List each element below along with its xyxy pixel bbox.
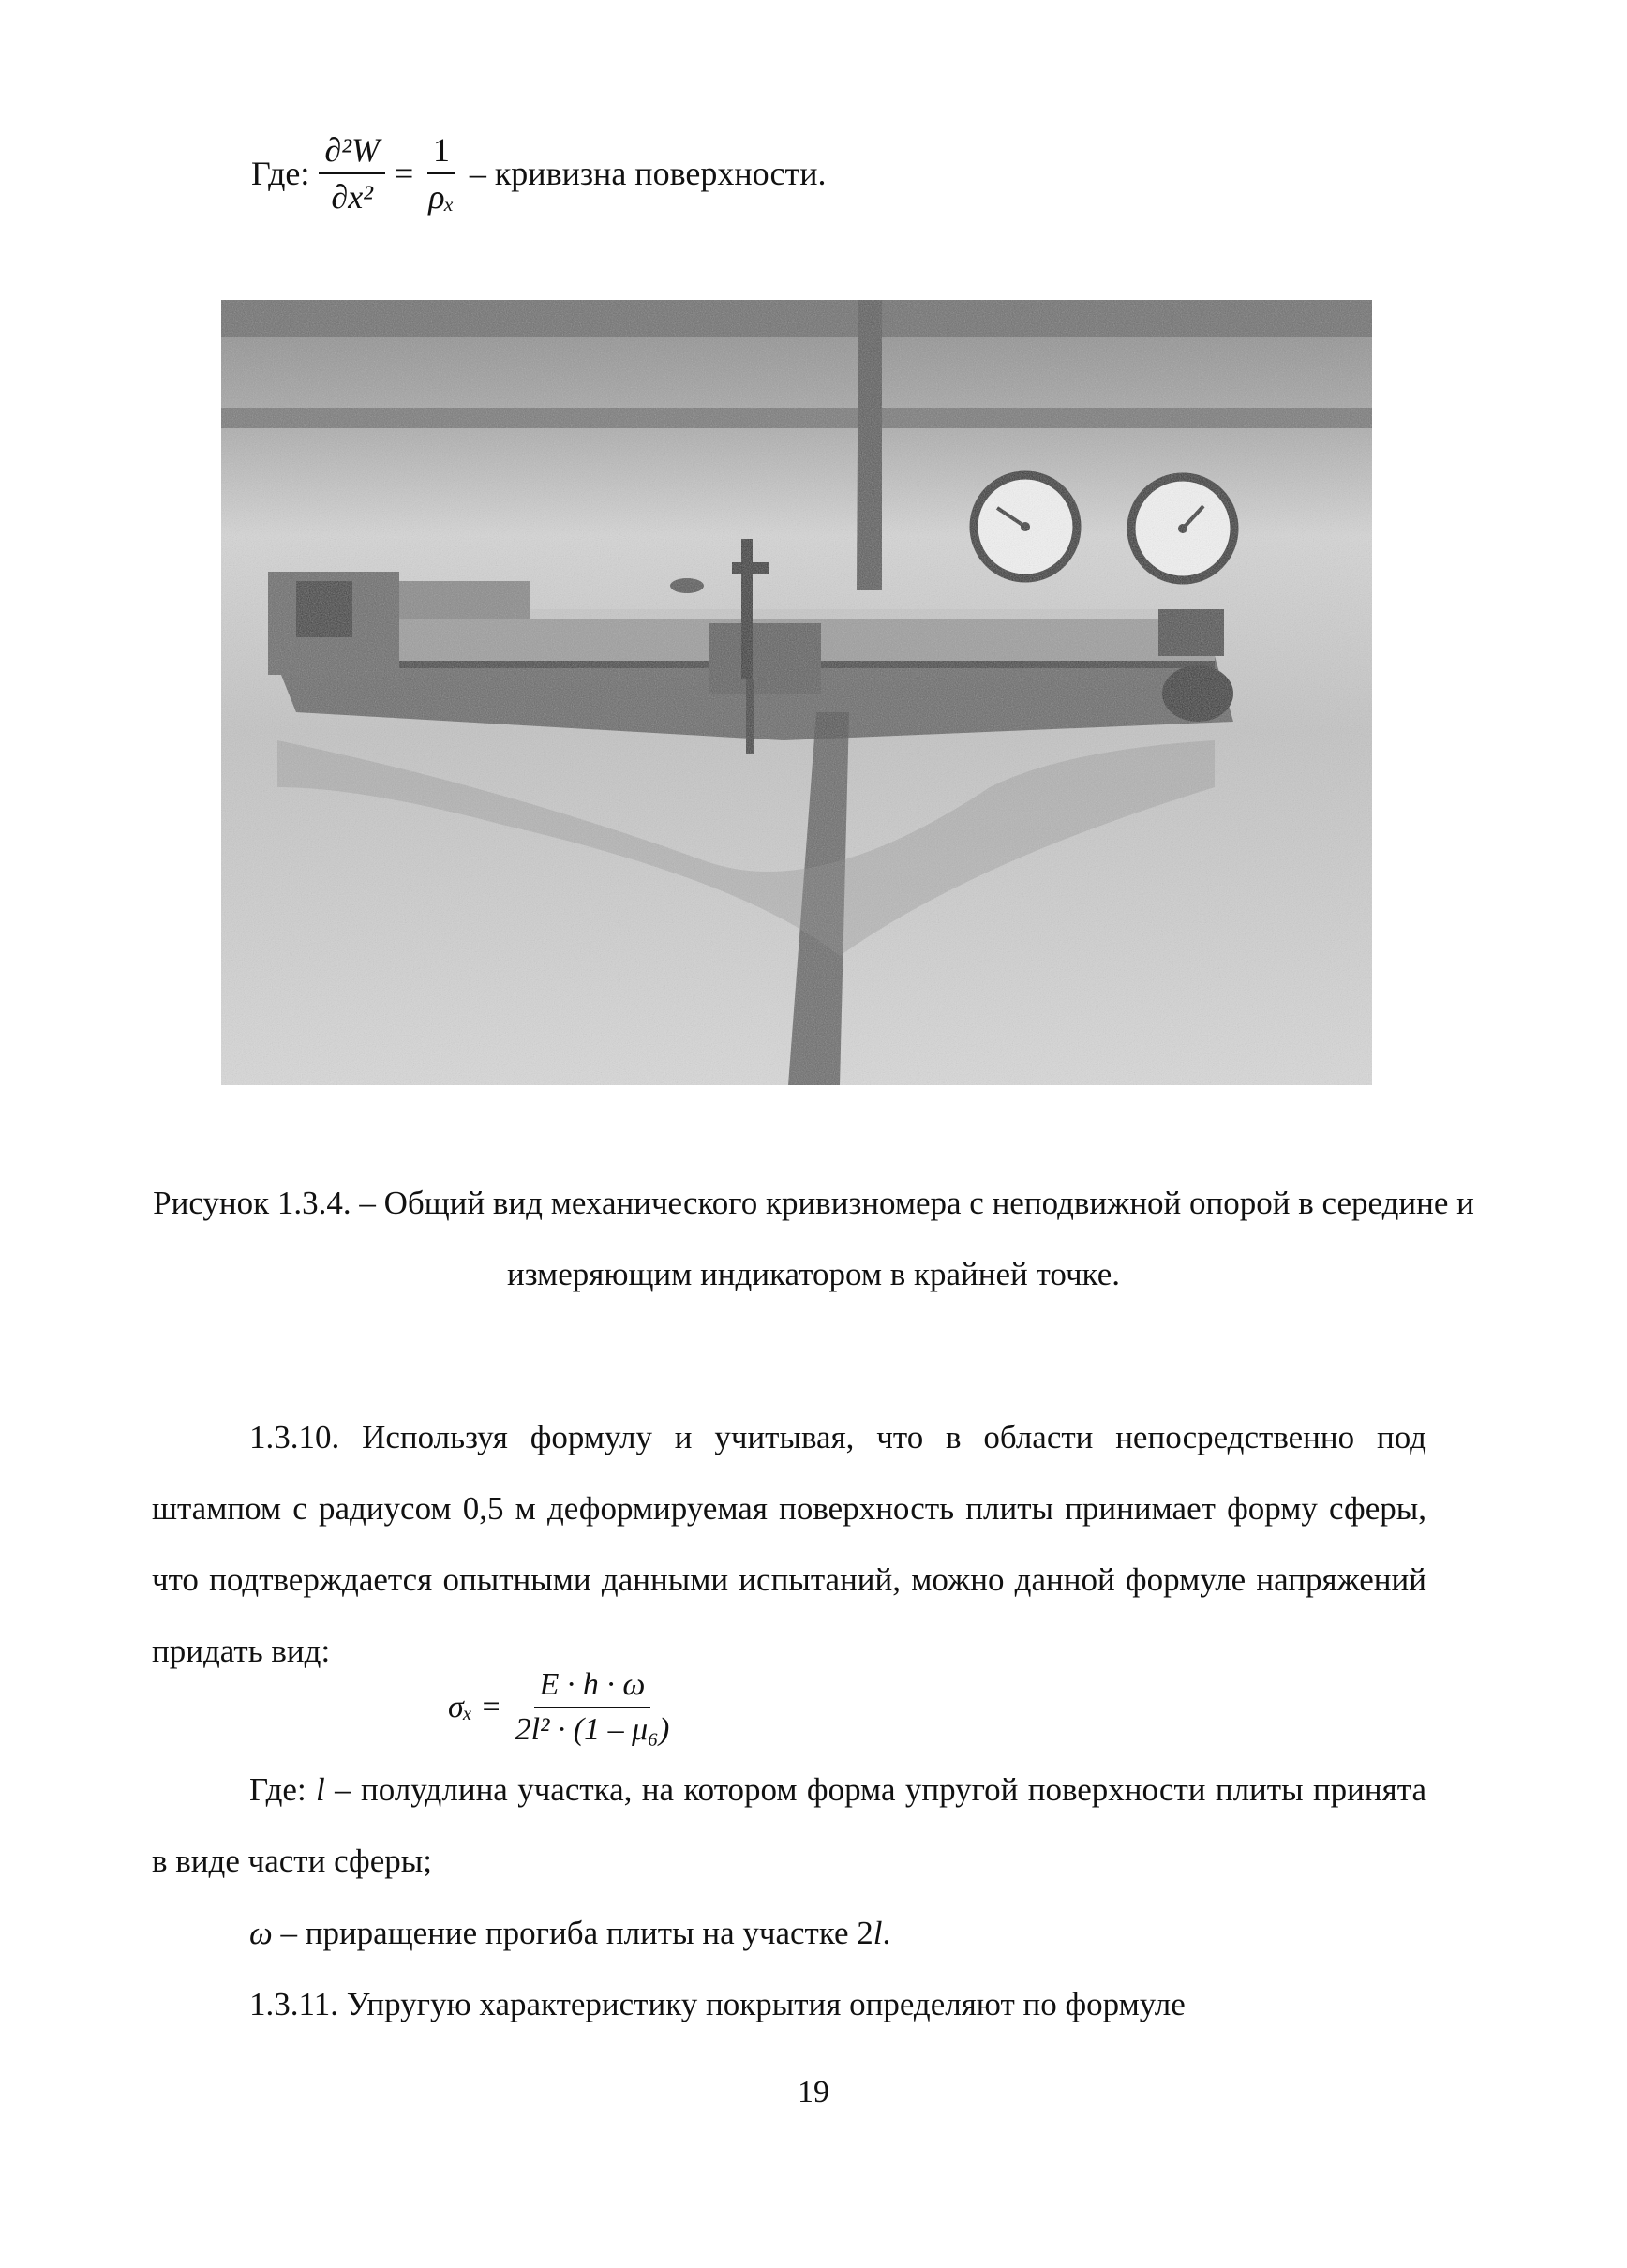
where-lead: Где: bbox=[249, 1771, 306, 1808]
formula-description: – кривизна поверхности. bbox=[469, 155, 827, 192]
rhs-numerator: 1 bbox=[427, 133, 455, 174]
paragraph-1-3-11: 1.3.11. Упругую характеристику покрытия определяют по формуле bbox=[249, 1986, 1186, 2022]
figure-caption: Рисунок 1.3.4. – Общий вид механического кривизномера с неподвижной опорой в середине и измеряющим индикатором в крайней точке. bbox=[153, 1185, 1474, 1292]
rhs-fraction bbox=[423, 133, 460, 214]
lhs-fraction bbox=[319, 133, 385, 214]
equals-sign: = bbox=[394, 155, 414, 192]
stress-formula bbox=[448, 1664, 675, 1751]
where-l-definition bbox=[152, 1754, 1426, 1897]
omega-text-suffix: . bbox=[882, 1915, 891, 1951]
paragraph-1-3-10: 1.3.10. Используя формулу и учитывая, что в области непосредственно под штампом с радиусом 0,5 м деформируемая поверхность плиты принимает форму сферы, что подтверждается опытными данными испытаний, можно данной формуле напряжений придать вид: bbox=[152, 1419, 1426, 1669]
rhs-denominator: ρₓ bbox=[428, 178, 455, 216]
symbol-l: l bbox=[316, 1771, 325, 1808]
omega-text-var: l bbox=[873, 1915, 883, 1951]
sigma-fraction bbox=[510, 1669, 676, 1746]
page-number: 19 bbox=[798, 2075, 829, 2110]
formula-lead: Где: bbox=[251, 155, 310, 192]
lhs-denominator: ∂x² bbox=[331, 178, 373, 216]
sigma-denominator: 2l² · (1 – μ₆) bbox=[515, 1712, 670, 1747]
curvature-formula bbox=[251, 122, 835, 225]
curvature-meter-photo bbox=[221, 300, 1372, 1085]
sigma-numerator: E · h · ω bbox=[534, 1669, 651, 1708]
lhs-numerator: ∂²W bbox=[319, 133, 385, 174]
omega-text-prefix: – приращение прогиба плиты на участке 2 bbox=[280, 1915, 873, 1951]
symbol-omega: ω bbox=[249, 1915, 273, 1951]
where-l-text: – полудлина участка, на котором форма упругой поверхности плиты принята в виде части сферы; bbox=[152, 1771, 1427, 1879]
sigma-lhs: σₓ bbox=[448, 1690, 473, 1724]
sigma-equals: = bbox=[482, 1690, 500, 1724]
where-omega-definition bbox=[249, 1898, 890, 1969]
